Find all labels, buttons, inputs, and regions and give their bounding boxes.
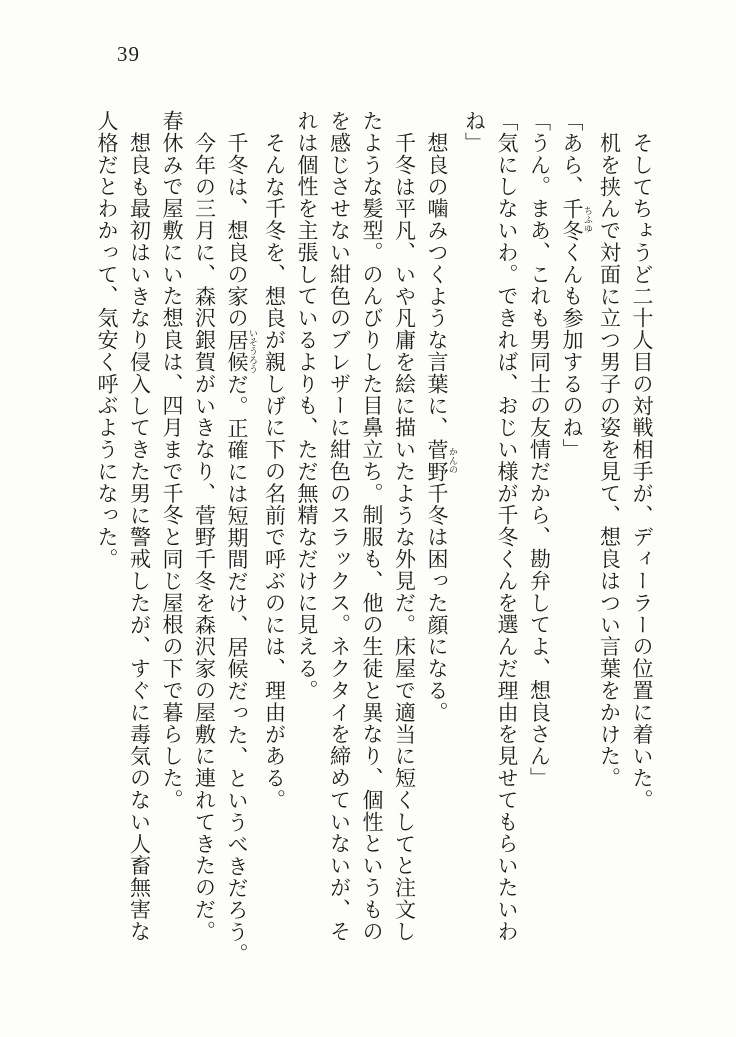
furigana-text: ちふゆ [583,197,593,242]
text-line: を感じさせない紺色のブレザーに紺色のスラックス。ネクタイを締めていないが、そ [327,110,352,943]
text-line: 今年の三月に、森沢銀賀がいきなり、菅野千冬を森沢家の屋敷に連れてきたのだ。 [192,132,217,943]
text-line: 人格だとわかって、気安く呼ぶようになった。 [95,110,119,570]
furigana-ruby: 菅野 かんの [425,438,458,483]
furigana-ruby: 千冬 ちふゆ [560,197,593,242]
text-line: 想良も最初はいきなり侵入してきた男に警戒したが、すぐに毒気のない人畜無害な [127,132,152,943]
text-line: 千冬は平凡、いや凡庸を絵に描いたような外見だ。床屋で適当に短くしてと注文し [392,132,417,943]
text-line: 「あら、千冬 ちふゆくんも参加するのね」 [560,110,593,461]
text-line: そしてちょうど二十人目の対戦相手が、ディーラーの位置に着いた。 [630,132,654,811]
page-number: 39 [117,42,140,66]
text-line: そんな千冬を、想良が親しげに下の名前で呼ぶのには、理由がある。 [262,132,287,811]
text-line: 春休みで屋敷にいた想良は、四月まで千冬と同じ屋根の下で暮らした。 [160,110,184,811]
text-line: 「気にしないわ。できれば、おじい様が千冬くんを選んだ理由を見せてもらいたいわ [495,110,519,943]
page-text [91,110,659,965]
text-line: れは個性を主張しているよりも、ただ無精なだけに見える。 [295,110,319,702]
text-line: 「うん。まあ、これも男同士の友情だから、勘弁してよ、想良さん」 [527,110,552,789]
furigana-text: かんの [448,438,458,483]
furigana-text: いそうろう [248,328,258,374]
furigana-ruby: 居候 いそうろう [225,328,258,374]
text-line: たような髪型。のんびりした目鼻立ち。制服も、他の生徒と異なり、個性というもの [360,110,384,943]
text-line: 机を挟んで対面に立つ男子の姿を見て、想良はつい言葉をかけた。 [597,132,622,789]
text-line: ね」 [462,110,487,154]
text-line: 千冬は、想良の家の居候 いそうろうだ。正確には短期間だけ、居候だった、というべきだろう。 [225,132,258,965]
text-line: 想良の噛みつくような言葉に、菅野 かんの千冬は困った顔になる。 [425,132,458,724]
